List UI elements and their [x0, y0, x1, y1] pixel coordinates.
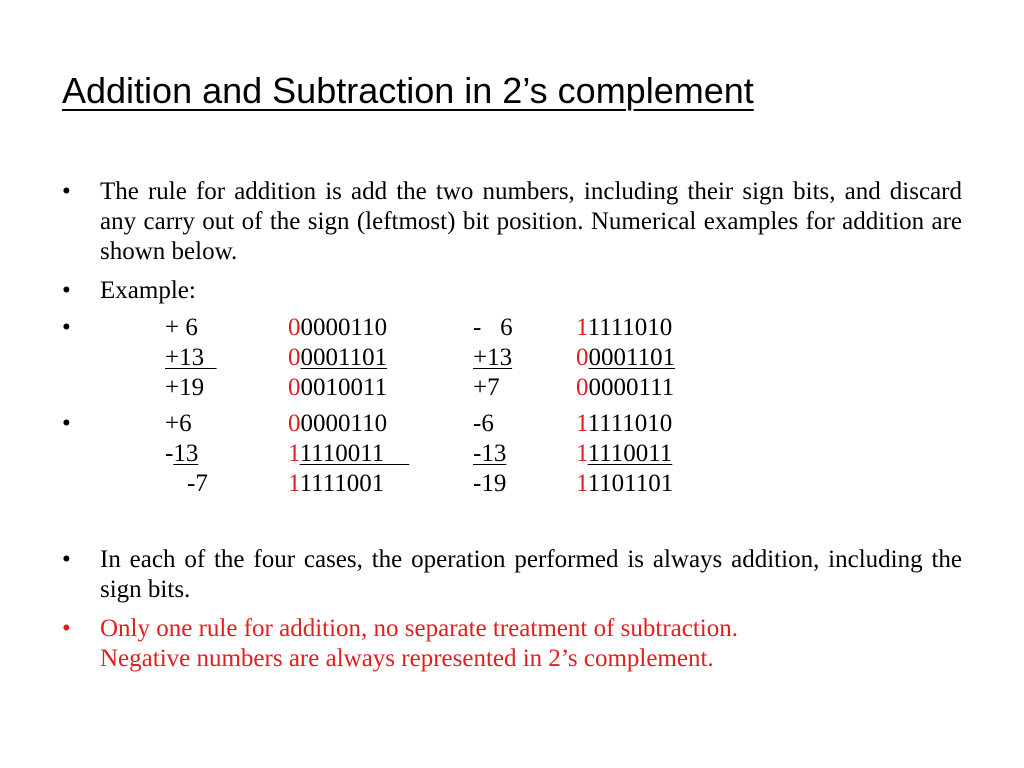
conclusion-text: In each of the four cases, the operation performed is always addition, including the sign bits.	[100, 546, 962, 603]
bullet-dot: •	[62, 178, 71, 205]
sign-bit: 1	[288, 470, 300, 497]
magnitude-bits: 1110011	[299, 440, 410, 467]
operand-value: 13	[173, 440, 199, 467]
binary-a	[288, 409, 387, 439]
bullet-dot: •	[62, 314, 71, 341]
magnitude-bits: 1101101	[587, 470, 674, 497]
binary-a	[288, 343, 387, 373]
magnitude-bits: 0001101	[588, 344, 676, 371]
highlight-text	[100, 614, 962, 674]
binary-b	[576, 313, 672, 343]
sign-bit: 0	[576, 344, 589, 371]
slide-title: Addition and Subtraction in 2’s complement	[62, 70, 754, 111]
binary-a	[288, 439, 409, 469]
sign-bit: 0	[288, 344, 301, 371]
result-b: -19	[473, 470, 507, 497]
operand-a	[165, 439, 198, 469]
magnitude-bits: 0000111	[588, 374, 675, 401]
binary-result-b	[576, 469, 673, 499]
result-b: +7	[473, 374, 500, 401]
bullet-dot: •	[62, 615, 71, 642]
binary-a	[288, 313, 387, 343]
binary-b	[576, 409, 672, 439]
magnitude-bits: 0000110	[300, 314, 388, 341]
bullet-dot: •	[62, 410, 71, 437]
sign-bit: 1	[288, 440, 300, 467]
sign-bit: 0	[576, 374, 589, 401]
result-a: -7	[187, 470, 208, 497]
magnitude-bits: 0000110	[300, 410, 388, 437]
sign-bit: 0	[288, 410, 301, 437]
sign-bit: 1	[576, 410, 588, 437]
binary-result-b	[576, 373, 674, 403]
operand-b: +13	[473, 344, 513, 371]
operand-a: +13	[165, 344, 217, 371]
magnitude-bits: 0001101	[300, 344, 388, 371]
bullet-dot: •	[62, 277, 71, 304]
magnitude-bits: 0010011	[300, 374, 388, 401]
binary-result-a	[288, 373, 387, 403]
magnitude-bits: 1111010	[587, 314, 673, 341]
magnitude-bits: 1111001	[299, 470, 385, 497]
binary-result-a	[288, 469, 384, 499]
highlight-line-1: Only one rule for addition, no separate treatment of subtraction.	[100, 615, 738, 642]
sign-bit: 1	[576, 314, 588, 341]
binary-b	[576, 439, 672, 469]
sign-bit: 1	[576, 440, 588, 467]
magnitude-bits: 1110011	[587, 440, 673, 467]
sign-bit: 1	[576, 470, 588, 497]
magnitude-bits: 1111010	[587, 410, 673, 437]
operand-b: -13	[473, 440, 507, 467]
highlight-line-2: Negative numbers are always represented in 2’s complement.	[100, 645, 714, 672]
operand-b: -6	[473, 410, 494, 437]
example-label: Example:	[100, 277, 196, 304]
sign-bit: 0	[288, 374, 301, 401]
operand-b: - 6	[473, 314, 513, 341]
operand-a: + 6	[165, 314, 198, 341]
operand-a: +6	[165, 410, 192, 437]
rule-text: The rule for addition is add the two numbers, including their sign bits, and discard any carry out of the sign (leftmost) bit position. Numerical examples for addition are shown below.	[100, 178, 962, 265]
bullet-dot: •	[62, 546, 71, 573]
minus-sign: -	[165, 440, 174, 467]
binary-b	[576, 343, 675, 373]
result-a: +19	[165, 374, 205, 401]
sign-bit: 0	[288, 314, 301, 341]
